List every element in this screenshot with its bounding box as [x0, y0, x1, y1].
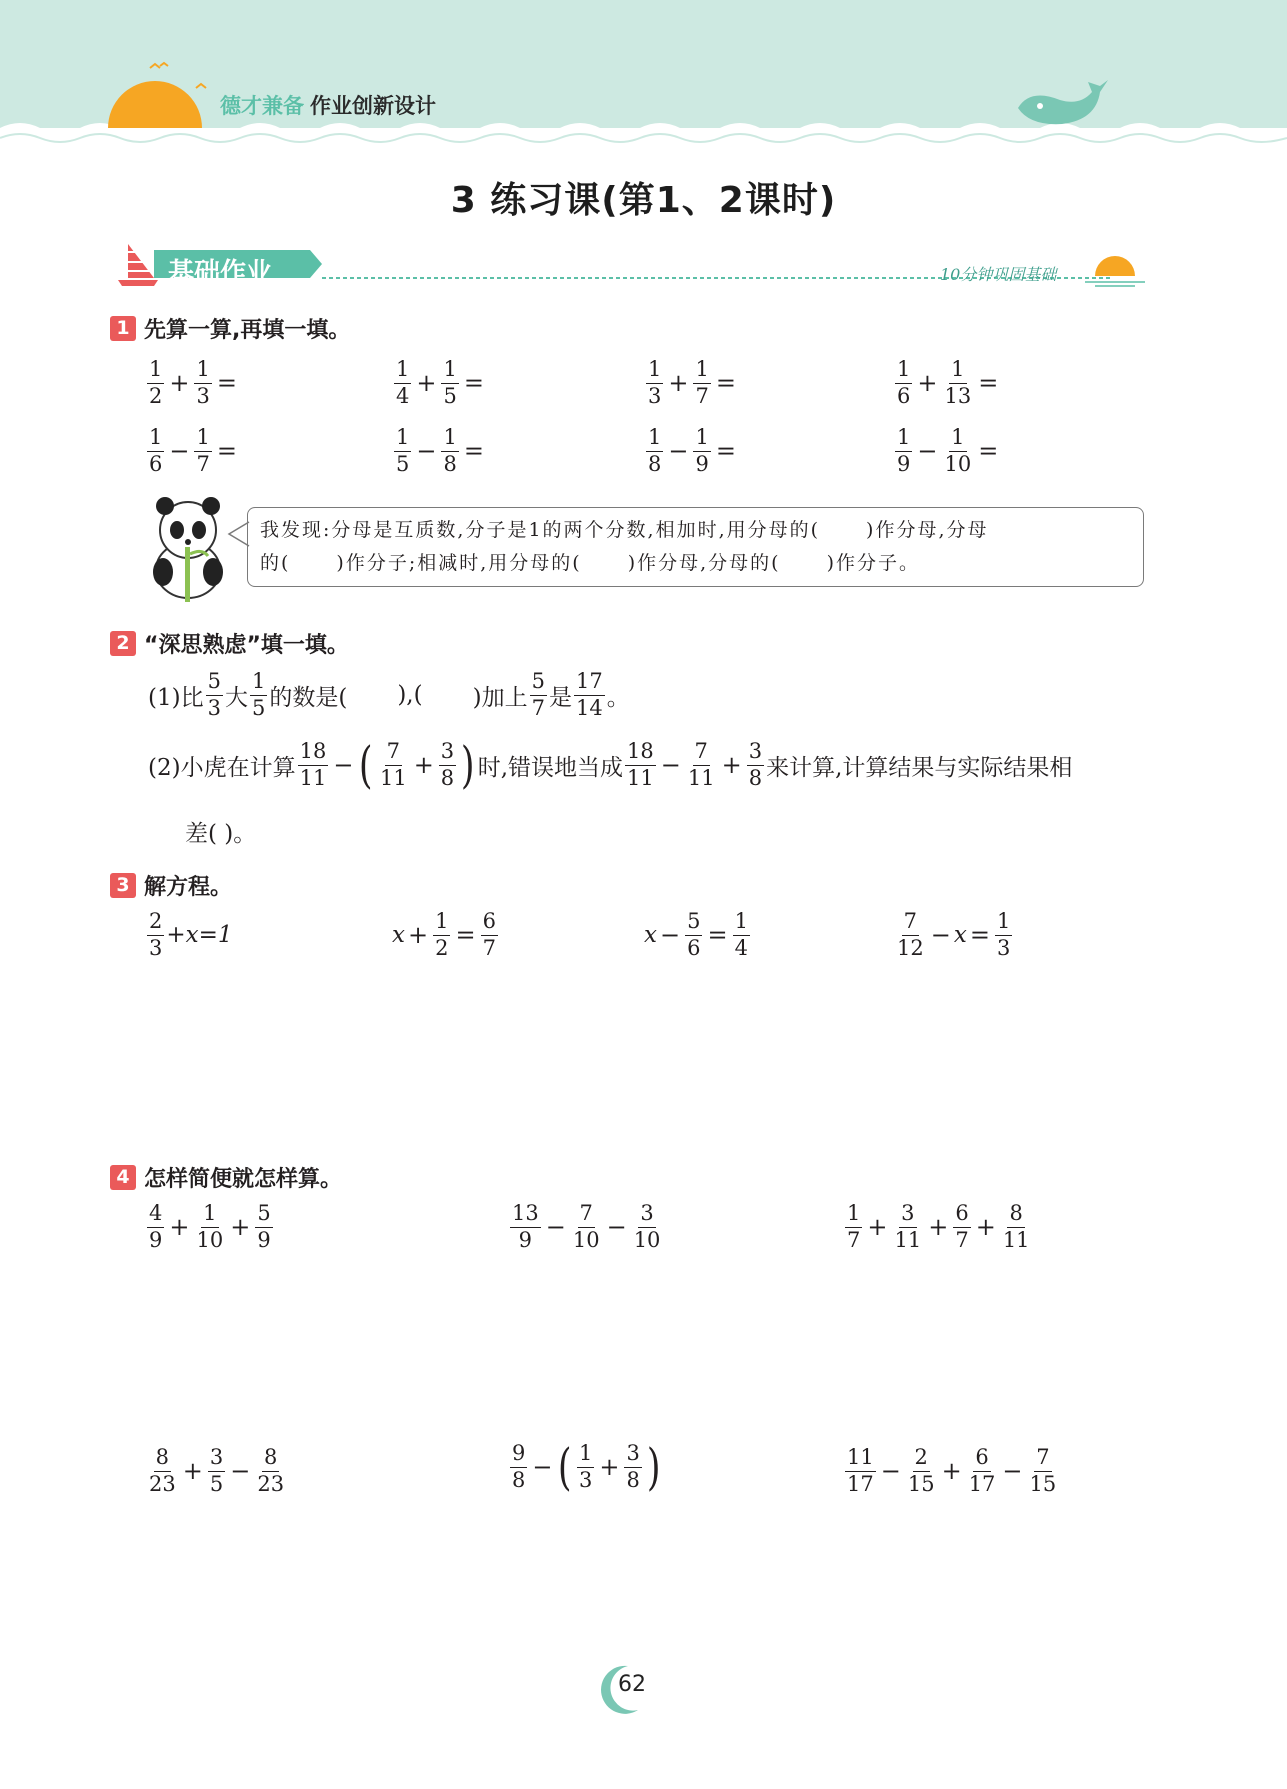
q2p1-frac1: $\frac{5}{3}$: [207, 669, 221, 720]
q1-row2-expr: $\frac{1}{5}$ − $\frac{1}{8}$ =: [396, 425, 484, 476]
hint-part-5: )作分母,分母的(: [627, 552, 781, 574]
sailboat-icon: [118, 244, 158, 286]
q2p1-frac2: $\frac{1}{5}$: [251, 669, 266, 720]
q4-expr5: $\frac{9}{8}$ − ( $\frac{1}{3}$ + $\frac{3}{8}$ ): [512, 1438, 661, 1497]
q4-expr1: $\frac{4}{9}$ + $\frac{1}{10}$ + $\frac{5}{9}$: [149, 1201, 271, 1252]
small-sun-icon: [1085, 256, 1145, 286]
hint-part-4: )作分子;相减时,用分母的(: [336, 552, 582, 574]
section-label: 基础作业: [168, 258, 273, 288]
page-number: 62: [618, 1672, 646, 1697]
q2p1-frac3: $\frac{5}{7}$: [531, 669, 545, 720]
hint-part-6: )作分子。: [826, 552, 920, 574]
q4-expr3: $\frac{1}{7}$ + $\frac{3}{11}$ + $\frac{6}{7}$ + $\frac{8}{11}$: [847, 1201, 1030, 1252]
q2p2-frac3: $\frac{3}{8}$: [440, 739, 455, 790]
q1-row1-expr: $\frac{1}{6}$ + $\frac{1}{13}$ =: [897, 357, 999, 408]
q4-heading: [110, 1162, 342, 1193]
q4-expr6: $\frac{11}{17}$ − $\frac{2}{15}$ + $\frac{6}{17}$ − $\frac{7}{15}$: [847, 1445, 1057, 1496]
q2-part2: (2)小虎在计算 $\frac{18}{11}$ − ( $\frac{7}{11}$ + $\frac{3}{8}$ ) 时,错误地当成 $\frac{18}{11}$ − $\frac{7}{11}$ + $\frac{3}{8}$ 来计算,计算结果与实际结果相: [148, 736, 1073, 795]
section-note: 10分钟巩固基础: [940, 265, 1057, 284]
q3-eq1: $\frac{2}{3}$ +x=1: [149, 909, 233, 960]
header-banner: [0, 0, 1287, 150]
q2p2-after: 来计算,计算结果与实际结果相: [766, 754, 1073, 781]
q1-row2-expr: $\frac{1}{6}$ − $\frac{1}{7}$ =: [149, 425, 237, 476]
q3-heading: [110, 870, 232, 901]
q4-expr2: $\frac{13}{9}$ − $\frac{7}{10}$ − $\frac{3}{10}$: [512, 1201, 661, 1252]
q1-row2-expr: $\frac{1}{8}$ − $\frac{1}{9}$ =: [648, 425, 736, 476]
brand-dark: 作业创新设计: [310, 94, 436, 118]
q3-eq3: x − $\frac{5}{6}$ = $\frac{1}{4}$: [644, 909, 748, 960]
q2p2-pre: (2)小虎在计算: [148, 754, 296, 781]
q2p2-frac5: $\frac{7}{11}$: [687, 739, 715, 790]
q2p1-c2: )加上: [472, 684, 528, 711]
q2-prompt: “深思熟虑”填一填。: [144, 633, 349, 658]
q2p2-mid: 时,错误地当成: [477, 754, 623, 781]
q2-heading: [110, 628, 349, 659]
q2p1-end: 。: [606, 684, 630, 711]
q1-row1-expr: $\frac{1}{3}$ + $\frac{1}{7}$ =: [648, 357, 736, 408]
q2p1-after: 的数是(: [269, 684, 348, 711]
q1-heading: [110, 313, 350, 344]
q2p1-is: 是: [548, 684, 572, 711]
q2p2-frac4: $\frac{18}{11}$: [627, 739, 654, 790]
q2-part1: [148, 670, 630, 720]
q3-number: 3: [110, 873, 136, 898]
q2p1-pre: (1)比: [148, 684, 204, 711]
q3-eq2: x + $\frac{1}{2}$ = $\frac{6}{7}$: [392, 909, 496, 960]
q4-number: 4: [110, 1165, 136, 1190]
brand-title: [220, 90, 436, 120]
q2p2-frac6: $\frac{3}{8}$: [748, 739, 763, 790]
q2p1-frac4: $\frac{17}{14}$: [575, 669, 603, 720]
q1-number: 1: [110, 316, 136, 341]
q4-expr4: $\frac{8}{23}$ + $\frac{3}{5}$ − $\frac{8}{23}$: [149, 1445, 285, 1496]
page-title: 3 练习课(第1、2课时): [450, 180, 837, 221]
q2p1-c1: ),(: [397, 682, 423, 709]
q2p2-frac1: $\frac{18}{11}$: [299, 739, 327, 790]
q2-part2-line2: [185, 815, 256, 848]
q2p2-frac2: $\frac{7}{11}$: [379, 739, 407, 790]
q1-row1-expr: $\frac{1}{2}$ + $\frac{1}{3}$ =: [149, 357, 237, 408]
q1-row1-expr: $\frac{1}{4}$ + $\frac{1}{5}$ =: [396, 357, 484, 408]
q2-number: 2: [110, 631, 136, 656]
q3-eq1-rest: +x=1: [166, 922, 233, 949]
q1-prompt: 先算一算,再填一填。: [144, 318, 351, 343]
hint-part-2: )作分母,分母: [866, 519, 989, 541]
q2p2-line2: 差( )。: [185, 821, 257, 847]
discovery-hint: [247, 507, 1144, 587]
panda-icon: [143, 492, 233, 602]
q3-eq4: $\frac{7}{12}$ − x = $\frac{1}{3}$: [897, 909, 1011, 960]
hint-part-3: 的(: [260, 552, 291, 574]
q1-row2-expr: $\frac{1}{9}$ − $\frac{1}{10}$ =: [897, 425, 999, 476]
q4-prompt: 怎样简便就怎样算。: [144, 1167, 343, 1192]
q2p1-mid: 大: [224, 684, 248, 711]
hint-part-1: 我发现:分母是互质数,分子是1的两个分数,相加时,用分母的(: [260, 519, 821, 541]
q3-prompt: 解方程。: [144, 875, 233, 900]
brand-green: 德才兼备: [220, 94, 304, 118]
